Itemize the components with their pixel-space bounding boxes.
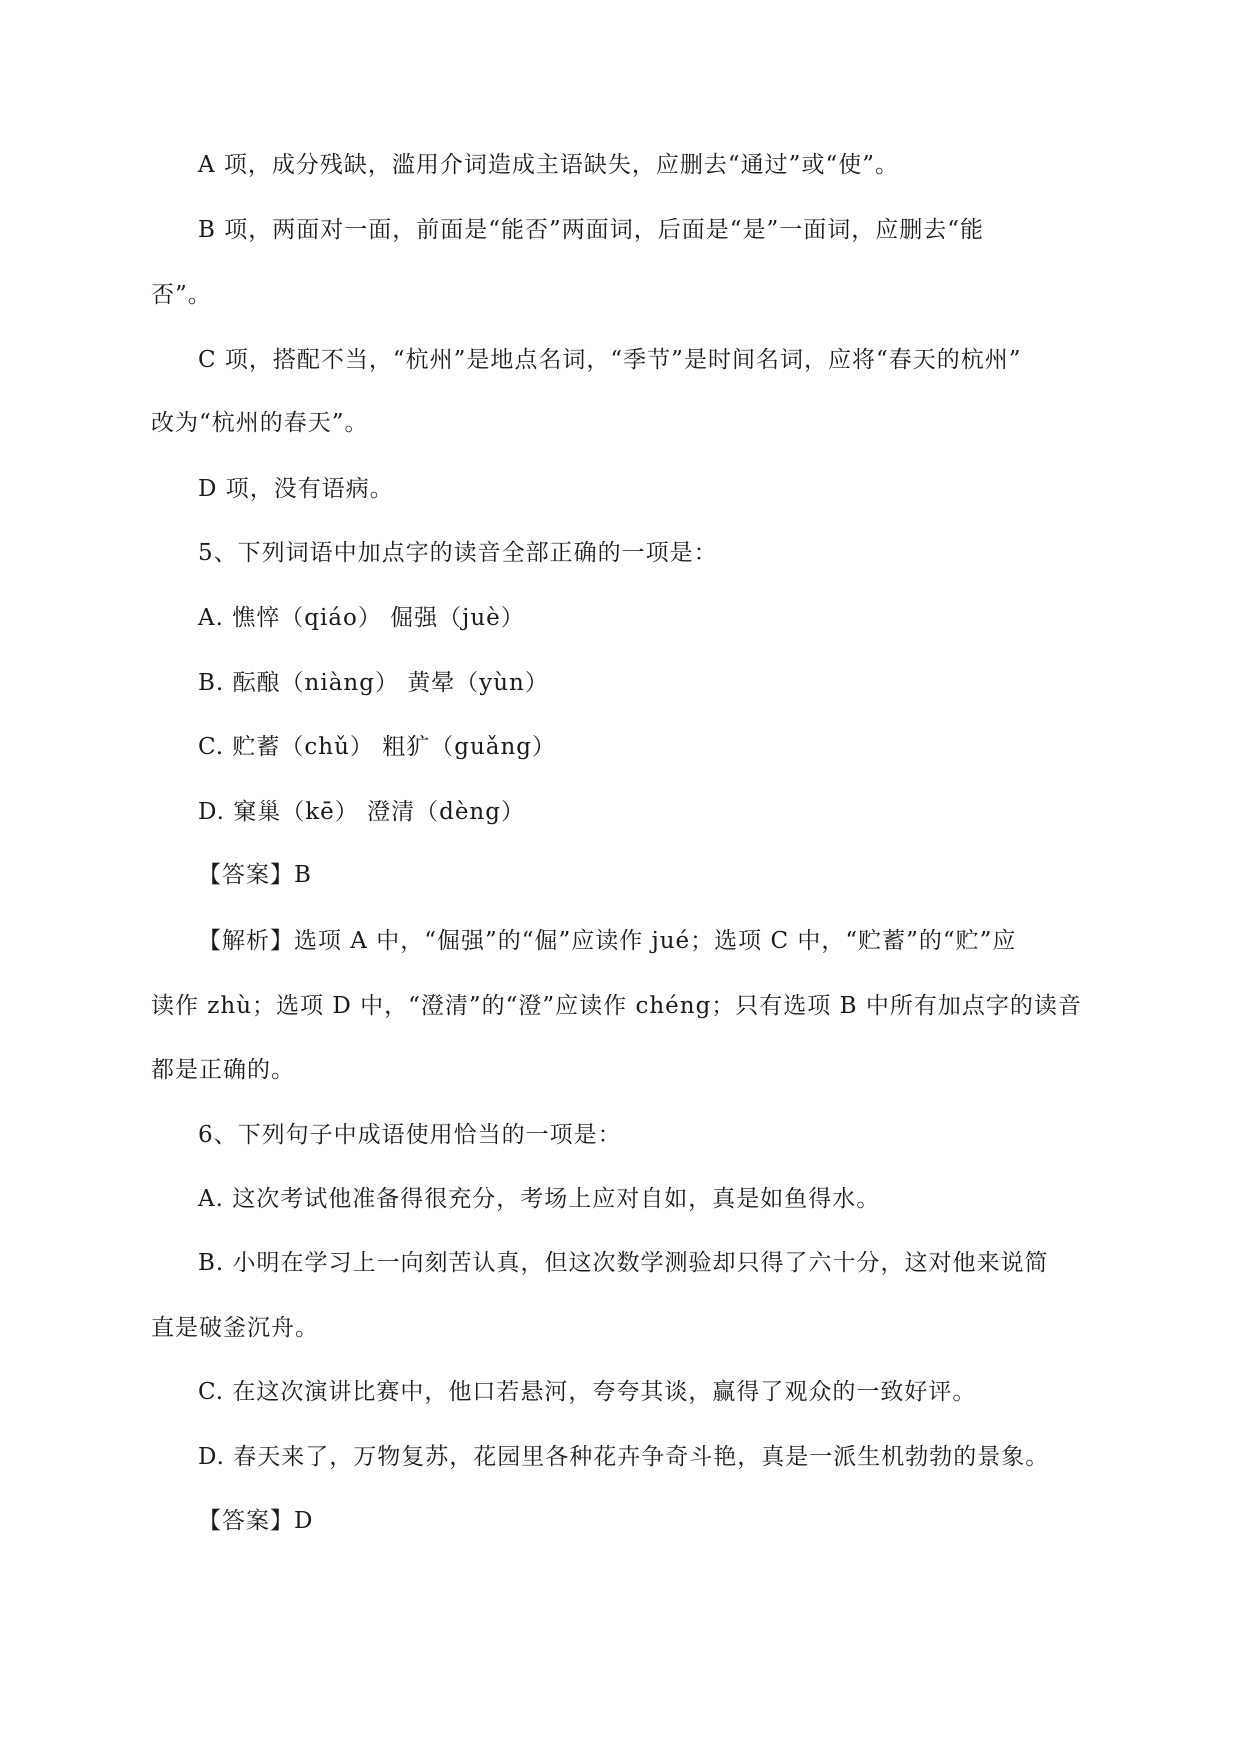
question-5-explanation-line1: 【解析】选项 A 中，“倔强”的“倔”应读作 jué；选项 C 中，“贮蓄”的“贮”应: [198, 928, 1017, 954]
question-5-option-d: D. 窠巢（kē） 澄清（dèng）: [198, 799, 525, 825]
question-5-option-a: A. 憔悴（qiáo） 倔强（juè）: [198, 605, 525, 631]
question-5-explanation-line3: 都是正确的。: [151, 1057, 295, 1083]
question-6-option-c: C. 在这次演讲比赛中，他口若悬河，夸夸其谈，赢得了观众的一致好评。: [198, 1379, 977, 1405]
question-6-option-a: A. 这次考试他准备得很充分，考场上应对自如，真是如鱼得水。: [198, 1186, 881, 1212]
analysis-option-b-line1: B 项，两面对一面，前面是“能否”两面词，后面是“是”一面词，应删去“能: [198, 217, 985, 243]
question-5-answer: 【答案】B: [198, 862, 312, 888]
question-5-option-c: C. 贮蓄（chǔ） 粗犷（guǎng）: [198, 734, 557, 760]
question-6-option-b-line1: B. 小明在学习上一向刻苦认真，但这次数学测验却只得了六十分，这对他来说简: [198, 1250, 1049, 1276]
question-5-option-b: B. 酝酿（niàng） 黄晕（yùn）: [198, 670, 549, 696]
analysis-option-d: D 项，没有语病。: [198, 476, 394, 502]
question-5-stem: 5、下列词语中加点字的读音全部正确的一项是：: [198, 540, 718, 566]
analysis-option-b-line2: 否”。: [151, 282, 212, 308]
analysis-option-c-line1: C 项，搭配不当，“杭州”是地点名词，“季节”是时间名词，应将“春天的杭州”: [198, 347, 1022, 373]
question-6-answer: 【答案】D: [198, 1508, 314, 1534]
question-5-explanation-line2: 读作 zhù；选项 D 中，“澄清”的“澄”应读作 chéng；只有选项 B 中所有加点字的读音: [151, 993, 1082, 1019]
analysis-option-a: A 项，成分残缺，滥用介词造成主语缺失，应删去“通过”或“使”。: [198, 152, 899, 178]
question-6-stem: 6、下列句子中成语使用恰当的一项是：: [198, 1122, 622, 1148]
question-6-option-b-line2: 直是破釜沉舟。: [151, 1315, 319, 1341]
analysis-option-c-line2: 改为“杭州的春天”。: [151, 410, 369, 436]
question-6-option-d: D. 春天来了，万物复苏，花园里各种花卉争奇斗艳，真是一派生机勃勃的景象。: [198, 1444, 1050, 1470]
